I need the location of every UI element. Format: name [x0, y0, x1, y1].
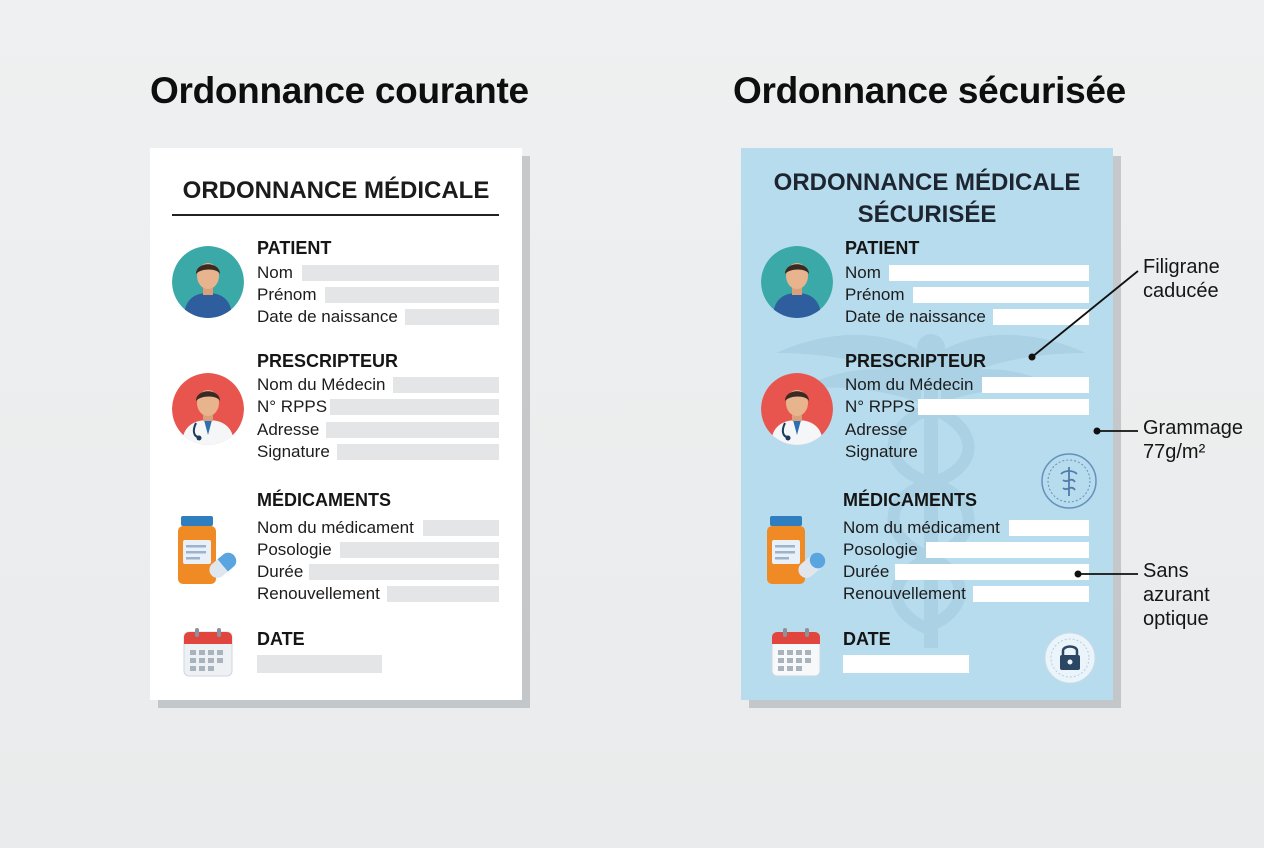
medications-section-title: MÉDICAMENTS — [843, 490, 977, 510]
field-label: Adresse — [257, 420, 320, 439]
prescriber-section-title: PRESCRIPTEUR — [845, 351, 987, 371]
field-label: Posologie — [843, 540, 918, 559]
field-label: Nom du Médecin — [257, 375, 386, 394]
field-label: Nom — [257, 263, 293, 282]
field-label: Prénom — [845, 285, 905, 304]
secure-heading: Ordonnance sécurisée — [733, 70, 1126, 111]
field-blank — [423, 520, 499, 536]
field-blank — [405, 309, 499, 325]
date-section-title: DATE — [843, 629, 891, 649]
field-label: Prénom — [257, 285, 317, 304]
watermark-annotation — [1143, 255, 1220, 303]
medication-icon — [765, 516, 829, 591]
field-blank — [918, 399, 1089, 415]
field-label: Nom du médicament — [257, 518, 414, 537]
title-divider — [172, 214, 499, 216]
standard-prescription-card — [150, 148, 522, 700]
standard-heading: Ordonnance courante — [150, 70, 529, 111]
field-label: Renouvellement — [257, 584, 380, 603]
field-label: Renouvellement — [843, 584, 966, 603]
doctor-avatar-icon — [172, 373, 244, 445]
patient-section-title: PATIENT — [845, 238, 920, 258]
doctor-avatar-icon — [761, 373, 833, 445]
calendar-icon — [771, 628, 821, 683]
brightener-annotation — [1143, 559, 1210, 631]
field-label: Nom du Médecin — [845, 375, 974, 394]
field-label: Nom — [845, 263, 881, 282]
field-blank — [393, 377, 499, 393]
lock-seal-icon — [1044, 632, 1096, 689]
standard-card-title: ORDONNANCE MÉDICALE — [182, 177, 490, 204]
field-label: Durée — [257, 562, 304, 581]
secure-prescription-card — [741, 148, 1113, 700]
field-blank — [889, 265, 1089, 281]
field-blank — [1009, 520, 1089, 536]
field-blank — [387, 586, 499, 602]
date-blank — [843, 655, 969, 673]
field-blank — [993, 309, 1089, 325]
field-label: Date de naissance — [845, 307, 986, 326]
annotation-line: azurant — [1143, 584, 1210, 606]
field-label: Date de naissance — [257, 307, 398, 326]
annotation-line: Filigrane — [1143, 256, 1220, 278]
annotation-line: Grammage — [1143, 417, 1244, 439]
field-blank — [325, 287, 499, 303]
annotation-line: optique — [1143, 608, 1209, 630]
field-blank — [302, 265, 499, 281]
patient-avatar-icon — [172, 246, 244, 318]
date-blank — [257, 655, 382, 673]
annotation-line: Sans — [1143, 560, 1189, 582]
field-blank — [340, 542, 499, 558]
field-blank — [913, 287, 1089, 303]
calendar-icon — [183, 628, 233, 683]
field-blank — [926, 542, 1089, 558]
field-label: N° RPPS — [257, 397, 328, 416]
secure-card-title-line1: ORDONNANCE MÉDICALE — [773, 169, 1081, 196]
grammage-annotation — [1143, 416, 1243, 464]
field-label: Signature — [257, 442, 330, 461]
patient-avatar-icon — [761, 246, 833, 318]
field-blank — [309, 564, 499, 580]
field-label: Signature — [845, 442, 918, 461]
field-blank — [330, 399, 499, 415]
field-label: N° RPPS — [845, 397, 916, 416]
field-blank — [895, 564, 1089, 580]
date-section-title: DATE — [257, 629, 305, 649]
medication-icon — [176, 516, 240, 591]
prescriber-section-title: PRESCRIPTEUR — [257, 351, 399, 371]
field-label: Posologie — [257, 540, 332, 559]
secure-card-title-line2: SÉCURISÉE — [857, 201, 997, 228]
field-blank — [973, 586, 1089, 602]
field-label: Nom du médicament — [843, 518, 1000, 537]
annotation-line: 77g/m² — [1143, 441, 1206, 463]
field-blank — [337, 444, 499, 460]
field-blank — [982, 377, 1089, 393]
annotation-line: caducée — [1143, 280, 1219, 302]
field-blank — [326, 422, 499, 438]
field-label: Adresse — [845, 420, 908, 439]
security-seal-icon — [1040, 452, 1098, 515]
patient-section-title: PATIENT — [257, 238, 332, 258]
field-label: Durée — [843, 562, 890, 581]
medications-section-title: MÉDICAMENTS — [257, 490, 391, 510]
